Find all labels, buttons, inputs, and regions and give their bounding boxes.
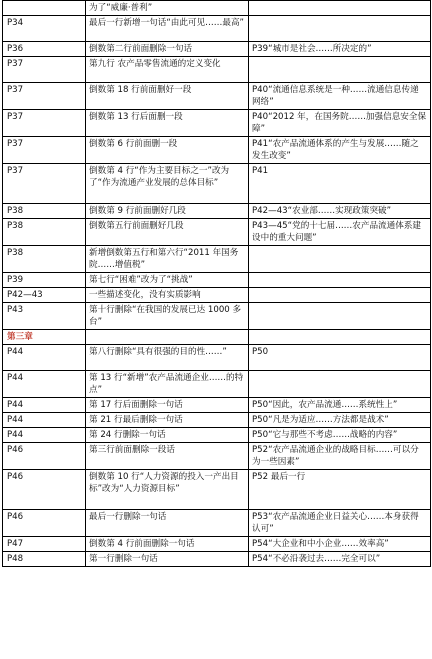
change-cell: 第 24 行删除一句话 [86, 428, 249, 443]
change-cell: 倒数第 18 行前面删好一段 [86, 83, 249, 110]
note-cell [249, 1, 431, 16]
note-cell: P40“2012 年，在国务院……加强信息安全保障” [249, 110, 431, 137]
table-row [3, 413, 431, 428]
change-cell: 第十行删除“在我国的发展已达 1000 多台” [86, 303, 249, 330]
page-cell: P37 [3, 57, 86, 83]
table-row [3, 57, 431, 83]
page-cell: P43 [3, 303, 86, 330]
note-cell: P54“大企业和中小企业……效率高” [249, 537, 431, 552]
change-cell: 一些描述变化，没有实质影响 [86, 288, 249, 303]
table-row [3, 552, 431, 567]
table-row [3, 219, 431, 246]
page-cell: P46 [3, 443, 86, 470]
table-row [3, 83, 431, 110]
table-row [3, 137, 431, 164]
change-cell: 第八行删除“具有很强的目的性……” [86, 345, 249, 371]
note-cell: P50“它与那些不考虑……战略的内容” [249, 428, 431, 443]
page-cell: P34 [3, 16, 86, 42]
note-cell [249, 16, 431, 42]
page-cell: P38 [3, 246, 86, 273]
change-cell: 第 13 行“新增”农产品流通企业……的特点” [86, 371, 249, 398]
change-cell: 新增倒数第五行和第六行“2011 年国务院……增值税” [86, 246, 249, 273]
page-cell: P44 [3, 428, 86, 443]
table-row [3, 371, 431, 398]
change-cell: 倒数第 13 行后面删一段 [86, 110, 249, 137]
change-cell: 倒数第二行前面删除一句话 [86, 42, 249, 57]
change-cell: 最后一行新增一句话“由此可见……最高” [86, 16, 249, 42]
page-cell: P39 [3, 273, 86, 288]
note-cell [249, 303, 431, 330]
change-cell: 第 17 行后面删除一句话 [86, 398, 249, 413]
chapter-heading: 第三章 [3, 330, 86, 345]
note-cell [249, 330, 431, 345]
table-row [3, 164, 431, 204]
change-cell: 第三行前面删除一段话 [86, 443, 249, 470]
table-row [3, 428, 431, 443]
note-cell: P54“不必沿袭过去……完全可以” [249, 552, 431, 567]
table-row [3, 1, 431, 16]
change-cell: 倒数第 4 行前面删除一句话 [86, 537, 249, 552]
note-cell [249, 273, 431, 288]
note-cell [249, 57, 431, 83]
page-cell: P37 [3, 137, 86, 164]
page-cell [3, 1, 86, 16]
change-cell: 倒数第五行前面删好几段 [86, 219, 249, 246]
change-cell: 倒数第 6 行前面删一段 [86, 137, 249, 164]
change-cell: 第七行“困难”改为了“挑战” [86, 273, 249, 288]
page-cell: P37 [3, 110, 86, 137]
change-cell: 倒数第 4 行“作为主要目标之一”改为了“作为流通产业发展的总体目标” [86, 164, 249, 204]
note-cell: P41“农产品流通体系的产生与发展……随之发生改变” [249, 137, 431, 164]
table-row [3, 273, 431, 288]
note-cell: P42—43“农业部……实现政策突破” [249, 204, 431, 219]
change-cell: 倒数第 10 行“人力资源的投入一产出目标”改为“人力资源目标” [86, 470, 249, 510]
revision-table [2, 0, 431, 567]
page-cell: P37 [3, 83, 86, 110]
table-row [3, 398, 431, 413]
page-cell: P44 [3, 398, 86, 413]
page-cell: P36 [3, 42, 86, 57]
note-cell: P50“因此，农产品流通……系统性上” [249, 398, 431, 413]
page-cell: P44 [3, 371, 86, 398]
note-cell: P50 [249, 345, 431, 371]
table-row [3, 443, 431, 470]
table-row [3, 204, 431, 219]
change-cell: 为了“威廉·普利” [86, 1, 249, 16]
note-cell: P52 最后一行 [249, 470, 431, 510]
page-cell: P42—43 [3, 288, 86, 303]
note-cell: P39“城市是社会……所决定的” [249, 42, 431, 57]
change-cell: 第一行删除一句话 [86, 552, 249, 567]
change-cell [86, 330, 249, 345]
change-cell: 倒数第 9 行前面删好几段 [86, 204, 249, 219]
change-cell: 第九行 农产品零售流通的定义变化 [86, 57, 249, 83]
note-cell [249, 246, 431, 273]
note-cell: P53“农产品流通企业日益关心……本身获得认可” [249, 510, 431, 537]
note-cell: P40“流通信息系统是一种……流通信息传递网络” [249, 83, 431, 110]
chapter-row [3, 330, 431, 345]
note-cell [249, 288, 431, 303]
note-cell: P52“农产品流通企业的战略目标……可以分为一些因素” [249, 443, 431, 470]
page-cell: P46 [3, 510, 86, 537]
change-cell: 第 21 行最后删除一句话 [86, 413, 249, 428]
revision-table-body [3, 1, 431, 567]
table-row [3, 246, 431, 273]
table-row [3, 303, 431, 330]
page-cell: P48 [3, 552, 86, 567]
table-row [3, 470, 431, 510]
page-cell: P44 [3, 413, 86, 428]
page-cell: P47 [3, 537, 86, 552]
page-cell: P37 [3, 164, 86, 204]
note-cell: P41 [249, 164, 431, 204]
page-cell: P38 [3, 219, 86, 246]
table-row [3, 345, 431, 371]
change-cell: 最后一行删除一句话 [86, 510, 249, 537]
page-cell: P44 [3, 345, 86, 371]
note-cell: P43—45“党的十七届……农产品流通体系建设中的重大问题” [249, 219, 431, 246]
table-row [3, 16, 431, 42]
page-cell: P46 [3, 470, 86, 510]
note-cell: P50“凡是为适应……方法都是战术” [249, 413, 431, 428]
table-row [3, 537, 431, 552]
page-cell: P38 [3, 204, 86, 219]
table-row [3, 288, 431, 303]
table-row [3, 510, 431, 537]
table-row [3, 110, 431, 137]
table-row [3, 42, 431, 57]
note-cell [249, 371, 431, 398]
